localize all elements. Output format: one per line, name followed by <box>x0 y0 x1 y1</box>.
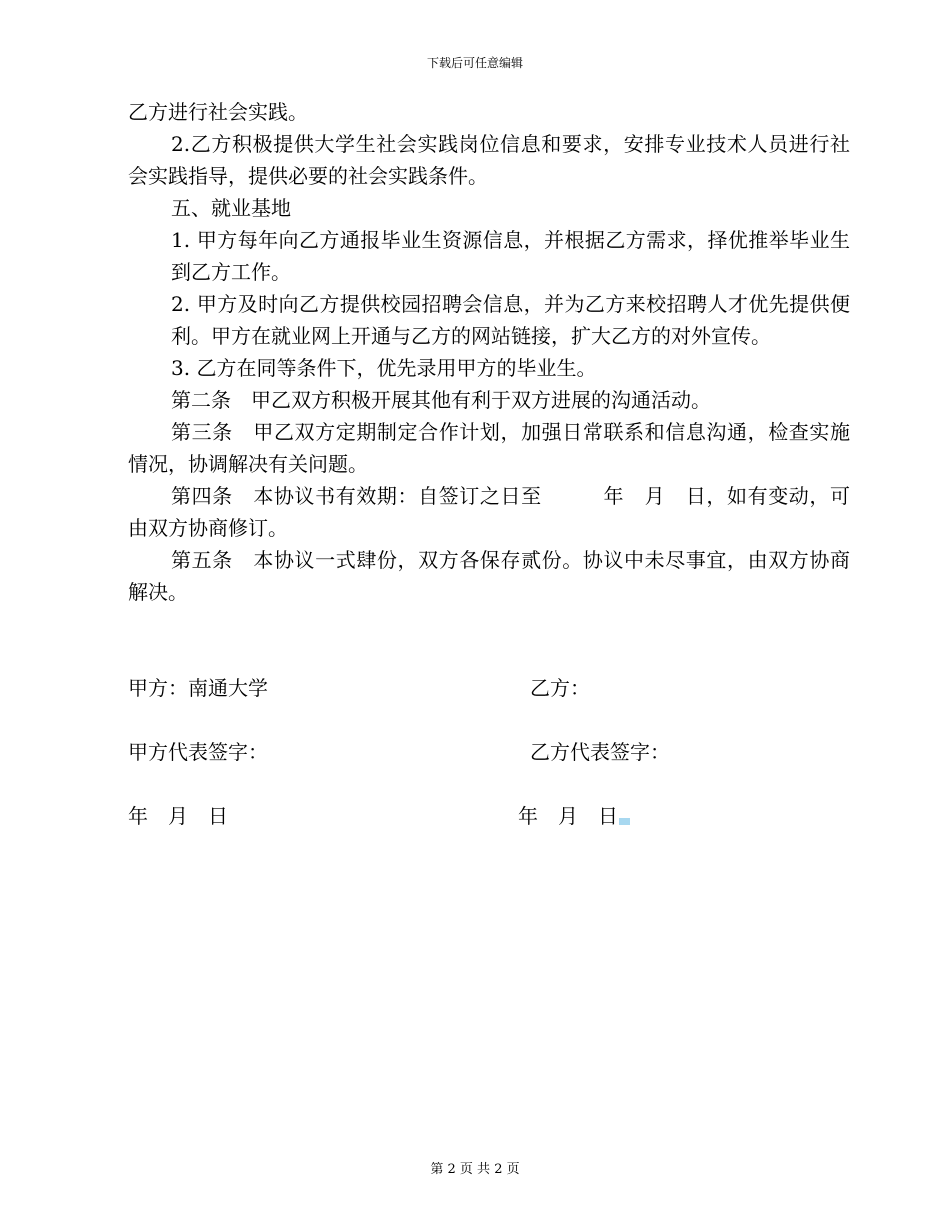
signature-block <box>128 672 888 864</box>
section-heading-employment-base: 五、就业基地 <box>171 196 291 220</box>
article-2: 第二条 甲乙双方积极开展其他有利于双方进展的沟通活动。 <box>171 388 711 412</box>
signature-row-dates <box>128 800 888 832</box>
article-3: 第三条 甲乙双方定期制定合作计划，加强日常联系和信息沟通，检查实施情况，协调解决有关问题。 <box>128 420 850 476</box>
article-5: 第五条 本协议一式肆份，双方各保存贰份。协议中未尽事宜，由双方协商解决。 <box>128 548 850 604</box>
party-b-date-wrap <box>518 800 630 832</box>
list-item-2: 2. 甲方及时向乙方提供校园招聘会信息，并为乙方来校招聘人才优先提供便利。甲方在就业网上开通与乙方的网站链接，扩大乙方的对外宣传。 <box>171 292 850 348</box>
paragraph-1: 2.乙方积极提供大学生社会实践岗位信息和要求，安排专业技术人员进行社会实践指导，提供必要的社会实践条件。 <box>128 132 850 188</box>
page-header: 下载后可任意编辑 <box>426 56 523 70</box>
signature-row-parties <box>128 672 888 704</box>
text-cursor-marker <box>619 818 630 825</box>
signature-row-representatives <box>128 736 888 768</box>
party-b-representative: 乙方代表签字： <box>530 740 670 764</box>
party-b-name: 乙方： <box>530 676 590 700</box>
article-4: 第四条 本协议书有效期：自签订之日至 年 月 日，如有变动，可由双方协商修订。 <box>128 484 850 540</box>
party-a-representative: 甲方代表签字： <box>128 740 268 764</box>
party-a-name: 甲方：南通大学 <box>128 676 268 700</box>
page-footer: 第 2 页 共 2 页 <box>430 1162 520 1177</box>
list-item-3: 3. 乙方在同等条件下，优先录用甲方的毕业生。 <box>171 356 597 380</box>
document-body <box>128 96 850 608</box>
paragraph-0: 乙方进行社会实践。 <box>128 100 308 124</box>
party-b-date: 年 月 日 <box>518 804 618 828</box>
party-a-date: 年 月 日 <box>128 804 228 828</box>
list-item-1: 1. 甲方每年向乙方通报毕业生资源信息，并根据乙方需求，择优推举毕业生到乙方工作。 <box>171 228 850 284</box>
